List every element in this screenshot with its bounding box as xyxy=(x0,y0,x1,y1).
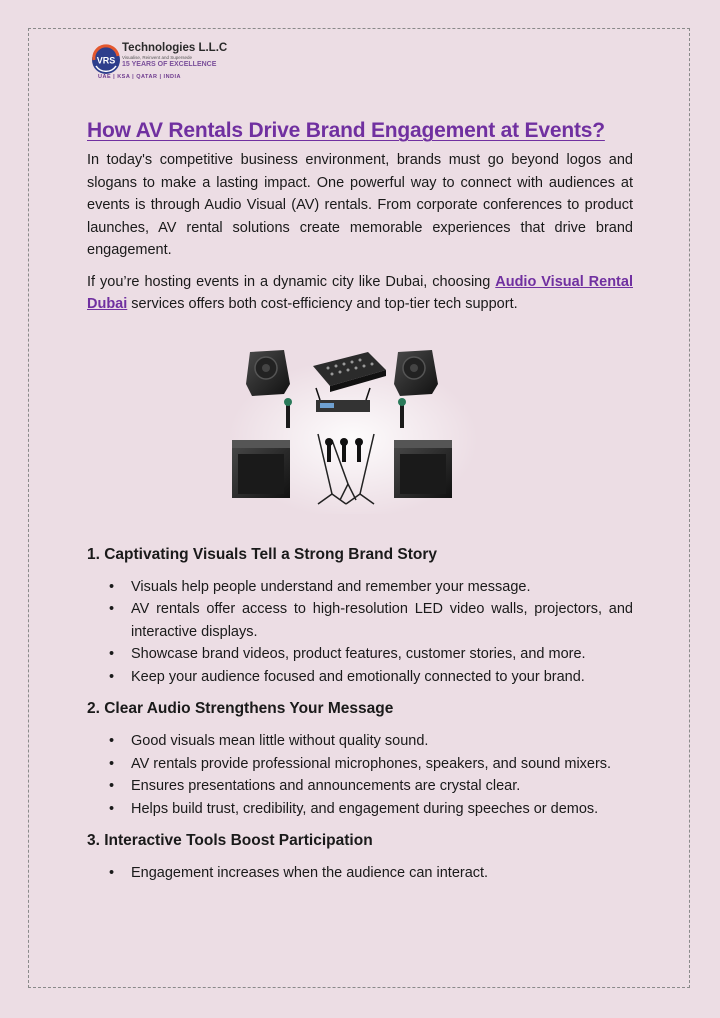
audio-visual-rental-dubai-link[interactable]: Audio Visual Rental Dubai xyxy=(87,273,633,312)
logo-years: 15 YEARS OF EXCELLENCE xyxy=(122,61,217,68)
list-item: • Engagement increases when the audience can interact. xyxy=(87,862,633,885)
bullet-icon: • xyxy=(109,578,115,595)
right-subwoofer xyxy=(394,440,452,498)
logo-tagline: Visualise, Reinvent and Supersede xyxy=(122,55,192,60)
bullet-icon: • xyxy=(109,646,115,662)
logo-regions: UAE | KSA | QATAR | INDIA xyxy=(98,74,182,80)
intro-paragraph: In today's competitive business environment, brands must go beyond logos and slogans to make a lasting impact. One powerful way to connect with audiences at events is through Audio Visual (AV) rentals. From corporate conferences to product launches, AV rental solutions create memorable experiences that drive brand engagement. xyxy=(87,152,633,258)
vrs-globe-icon xyxy=(90,44,122,76)
section-list-audio xyxy=(87,730,633,820)
list-item: • Visuals help people understand and remember your message. xyxy=(87,576,633,599)
bullet-icon: • xyxy=(109,601,115,617)
bullet-icon: • xyxy=(109,668,115,685)
section-heading-audio: 2. Clear Audio Strengthens Your Message xyxy=(87,700,394,717)
company-logo xyxy=(90,42,228,84)
list-item: • Helps build trust, credibility, and engagement during speeches or demos. xyxy=(87,798,633,821)
dubai-paragraph xyxy=(87,271,633,316)
bullet-icon: • xyxy=(109,865,115,881)
section-heading-visuals: 1. Captivating Visuals Tell a Strong Brand Story xyxy=(87,545,437,563)
bullet-icon: • xyxy=(109,733,115,749)
list-item: • Good visuals mean little without quality sound. xyxy=(87,730,633,753)
list-item: • AV rentals offer access to high-resolution LED video walls, projectors, and interactive displays. xyxy=(87,598,633,643)
section-heading-interactive: 3. Interactive Tools Boost Participation xyxy=(87,832,373,849)
dubai-text-before: If you’re hosting events in a dynamic city like Dubai, choosing xyxy=(87,273,496,290)
bullet-icon: • xyxy=(109,755,115,772)
left-monitor-speaker xyxy=(246,350,290,396)
article xyxy=(87,116,633,885)
av-equipment-illustration xyxy=(228,344,478,514)
section-list-visuals xyxy=(87,576,633,689)
left-subwoofer xyxy=(232,440,290,498)
logo-company-name: Technologies L.L.C xyxy=(122,42,228,54)
wired-microphones xyxy=(325,438,363,462)
bullet-icon: • xyxy=(109,778,115,794)
list-item: • Showcase brand videos, product features, customer stories, and more. xyxy=(87,643,633,666)
bullet-icon: • xyxy=(109,800,115,817)
right-monitor-speaker xyxy=(394,350,438,396)
av-equipment-image xyxy=(228,344,478,514)
dubai-text-after: services offers both cost-efficiency and top-tier tech support. xyxy=(127,296,518,312)
list-item: • Ensures presentations and announcements are crystal clear. xyxy=(87,775,633,798)
list-item: • AV rentals provide professional microphones, speakers, and sound mixers. xyxy=(87,753,633,776)
article-title: How AV Rentals Drive Brand Engagement at Events? xyxy=(87,119,605,142)
section-list-interactive xyxy=(87,862,633,885)
list-item: • Keep your audience focused and emotionally connected to your brand. xyxy=(87,666,633,689)
svg-text:VRS: VRS xyxy=(96,55,116,66)
